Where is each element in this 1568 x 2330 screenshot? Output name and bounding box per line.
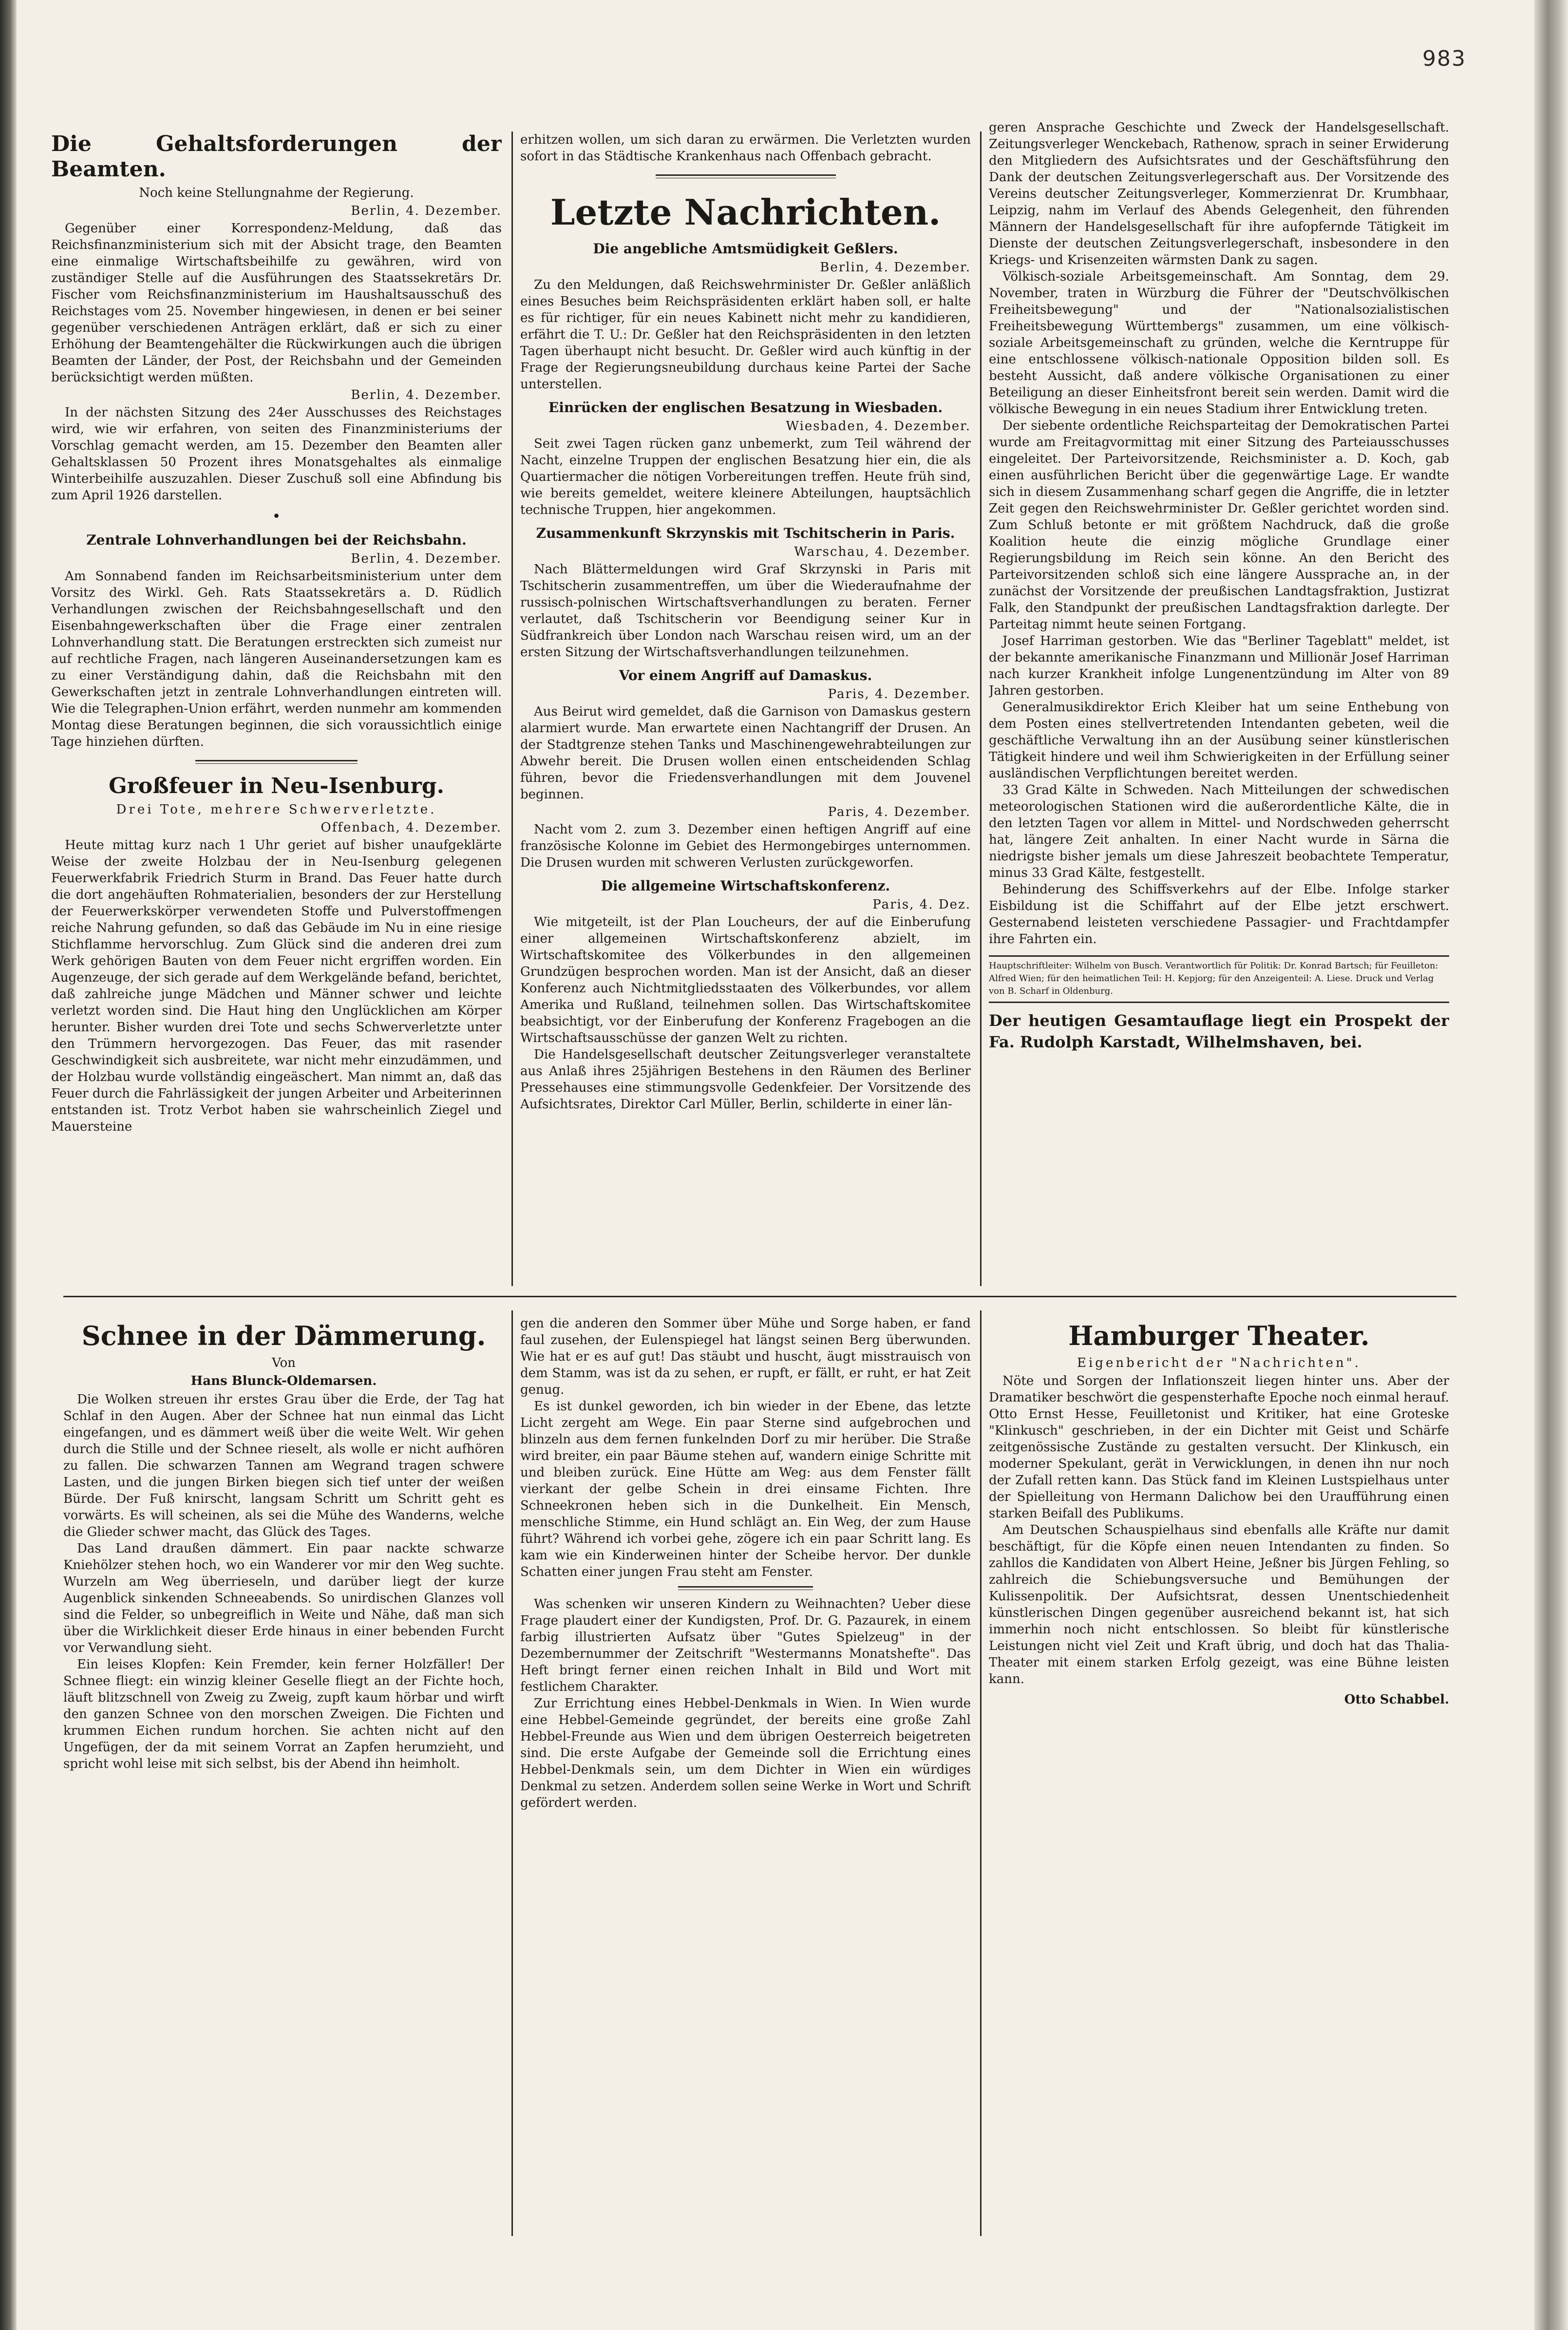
bullet-ornament: • <box>272 508 281 525</box>
article-paragraph: Die Handelsgesellschaft deutscher Zeitungsverleger veranstaltete aus Anlaß ihres 25jährigen Bestehens in den Räumen des Berliner Pressehauses eine stimmungsvolle Gedenkfeier. Der Vorsitzende des Aufsichtsrates, Direktor Carl Müller, Berlin, schilderte in einer län- <box>520 1047 971 1112</box>
article-paragraph: Seit zwei Tagen rücken ganz unbemerkt, zum Teil während der Nacht, einzelne Truppen der englischen Besatzung hier ein, die als Quartiermacher die nötigen Vorbereitungen treffen. Heute früh sind, wie bereits gemeldet, weitere kleinere Abteilungen, hauptsächlich technische Truppen, hier angekommen. <box>520 436 971 517</box>
article-signature: Otto Schabbel. <box>1344 1692 1449 1707</box>
article-headline: Zusammenkunft Skrzynskis mit Tschitscherin in Paris. <box>536 525 955 541</box>
article-paragraph: Ein leises Klopfen: Kein Fremder, kein ferner Holzfäller! Der Schnee fliegt: ein winzig kleiner Geselle fliegt an der Fichte hoch, läuft blitzschnell von Zweig zu Zweig, zupft kaum hörbar und wirft den ganzen Schnee von den morschen Zweigen. Die Fichten und krummen Eichen rundum horchen. Sie achten nicht auf den Ungefügen, der da mit seinem Vorrat an Zapfen herumzieht, und spricht wohl leise mit sich selbst, bis der Abend ihn heimholt. <box>63 1657 504 1771</box>
column-rule <box>980 132 982 1286</box>
article-paragraph: Zu den Meldungen, daß Reichswehrminister Dr. Geßler anläßlich eines Besuches beim Reichspräsidenten erklärt haben soll, er halte es für richtiger, für ein neues Kabinett nicht mehr zu kandidieren, erfährt die T. U.: Dr. Geßler hat den Reichspräsidenten in den letzten Tagen überhaupt nicht besucht. Dr. Geßler wird auch künftig in der Frage der Regierungsneubildung durchaus keine Partei der Sache unterstellen. <box>520 278 971 392</box>
section-rule <box>63 1296 1456 1297</box>
article-paragraph: Völkisch-soziale Arbeitsgemeinschaft. Am Sonntag, dem 29. November, traten in Würzburg die Führer der "Deutschvölkischen Freiheitsbewegung" und der "Nationalsozialistischen Freiheitsbewegung Württembergs" zusammen, um eine völkisch-soziale Arbeitsgemeinschaft zu gründen, welche die Kerntruppe für eine entschlossene völkisch-nationale Opposition bilden soll. Es besteht Aussicht, daß andere völkische Organisationen zu einer Beteiligung an dieser Einheitsfront bereit sein werden. Damit wird die völkische Bewegung in ein neues Stadium ihrer Entwicklung treten. <box>989 269 1449 417</box>
article-paragraph: Gegenüber einer Korrespondenz-Meldung, daß das Reichsfinanzministerium sich mit der Absicht trage, den Beamten eine einmalige Wirtschaftsbeihilfe zu gewähren, wird von zuständiger Stelle auf die Ausführungen des Staatssekretärs Dr. Fischer vom Reichsfinanzministerium im Haushaltsausschuß des Reichstages vom 25. November hingewiesen, in denen er bei seiner gegenüber verschiedenen Anträgen erklärt, daß er sich zu einer Erhöhung der Beamtengehälter die Rückwirkungen auch die übrigen Beamten der Länder, der Post, der Reichsbahn und der Gemeinden berücksichtigt werden müßten. <box>51 221 502 385</box>
article-headline: Die allgemeine Wirtschaftskonferenz. <box>601 878 890 894</box>
article-paragraph: Wie mitgeteilt, ist der Plan Loucheurs, der auf die Einberufung einer allgemeinen Wirtschaftskonferenz abzielt, im Wirtschaftskomitee des Völkerbundes in den allgemeinen Grundzügen besprochen worden. Man ist der Ansicht, daß an dieser Konferenz auch Nichtmitgliedsstaaten des Völkerbundes, vor allem Amerika und Rußland, teilnehmen sollen. Das Wirtschaftskomitee beabsichtigt, vor der Einberufung der Konferenz Fragebogen an die Wirtschaftsausschüsse der ganzen Welt zu richten. <box>520 915 971 1045</box>
byline-von: Von <box>272 1356 296 1370</box>
column-rule <box>511 1310 513 2236</box>
feuilleton-column-2 <box>520 1315 971 2231</box>
dateline: Offenbach, 4. Dezember. <box>321 820 502 835</box>
imprint-rule <box>989 955 1449 957</box>
advertisement-notice: Der heutigen Gesamtauflage liegt ein Prospekt der Fa. Rudolph Karstadt, Wilhelmshaven, bei. <box>989 1011 1449 1051</box>
article-paragraph: erhitzen wollen, um sich daran zu erwärmen. Die Verletzten wurden sofort in das Städtische Krankenhaus nach Offenbach gebracht. <box>520 133 971 164</box>
article-headline: Großfeuer in Neu-Isenburg. <box>109 774 444 798</box>
imprint-rule <box>989 1002 1449 1003</box>
dateline: Paris, 4. Dezember. <box>828 687 971 701</box>
article-divider <box>195 760 358 764</box>
article-headline: Zentrale Lohnverhandlungen bei der Reichsbahn. <box>86 532 467 548</box>
article-paragraph: Nöte und Sorgen der Inflationszeit liegen hinter uns. Aber der Dramatiker beschwört die gespensterhafte Epoche noch einmal herauf. Otto Ernst Hesse, Feuilletonist und Kritiker, hat eine Groteske "Klinkusch" geschrieben, in der ein Dichter mit Geist und Schärfe zeitgenössische Zustände zu gestalten versucht. Der Klinkusch, ein moderner Spekulant, gerät in Verwicklungen, in denen ihn nur noch der Zufall retten kann. Das Stück fand im Kleinen Lustspielhaus unter der Spielleitung von Hermann Dalichow bei den Uraufführung einen starken Beifall des Publikums. <box>989 1374 1449 1521</box>
article-headline: Vor einem Angriff auf Damaskus. <box>619 667 872 683</box>
page-number: 983 <box>1422 46 1466 71</box>
dateline: Wiesbaden, 4. Dezember. <box>786 419 971 434</box>
article-headline: Die Gehaltsforderungen der Beamten. <box>51 132 502 182</box>
dateline: Berlin, 4. Dezember. <box>351 204 502 218</box>
article-subtitle: Noch keine Stellungnahme der Regierung. <box>139 186 414 200</box>
section-headline: Letzte Nachrichten. <box>550 191 941 233</box>
article-paragraph: Nach Blättermeldungen wird Graf Skrzynski in Paris mit Tschitscherin zusammentreffen, um über die Wiederaufnahme der russisch-polnischen Wirtschaftsverhandlungen zu beraten. Ferner verlautet, daß Tschitscherin vor Beendigung seiner Kur in Südfrankreich über London nach Warschau reisen wird, um an der ersten Sitzung der Wirtschaftsverhandlungen teilzunehmen. <box>520 562 971 660</box>
column-rule <box>511 132 513 1286</box>
dateline: Paris, 4. Dezember. <box>828 805 971 819</box>
article-paragraph: Es ist dunkel geworden, ich bin wieder in der Ebene, das letzte Licht zergeht am Wege. Ein paar Sterne sind aufgebrochen und blinzeln aus dem fernen funkelnden Dorf zu mir herüber. Die Straße wird breiter, ein paar Bäume stehen auf, wandern einige Schritte mit und bleiben zurück. Eine Hütte am Weg: aus dem Fenster fällt vierkant der gelbe Schein in drei einsame Fichten. Ihre Schneekronen heben sich in die Dunkelheit. Ein Mensch, menschliche Stimme, ein Hund schlägt an. Ein Weg, der zum Hause führt? Während ich vorbei gehe, zögere ich ein paar Schritt lang. Es kam wie ein Kinderweinen hinter der Scheibe hervor. Der dunkle Schatten einer jungen Frau steht am Fenster. <box>520 1399 971 1579</box>
article-paragraph: Aus Beirut wird gemeldet, daß die Garnison von Damaskus gestern alarmiert wurde. Man erwartete einen Nachtangriff der Drusen. An der Stadtgrenze stehen Tanks und Maschinengewehrabteilungen zur Abwehr bereit. Die Drusen wollen einen entscheidenden Schlag führen, bevor die Friedensverhandlungen mit dem Jouvenel beginnen. <box>520 704 971 802</box>
article-paragraph: In der nächsten Sitzung des 24er Ausschusses des Reichstages wird, wie wir erfahren, von seiten des Finanzministeriums der Vorschlag gemacht werden, am 15. Dezember den Beamten aller Gehaltsklassen 50 Prozent ihres Monatsgehaltes als einmalige Winterbeihilfe auszuzahlen. Dieser Zuschuß soll eine Abfindung bis zum April 1926 darstellen. <box>51 405 502 503</box>
article-paragraph: Die Wolken streuen ihr erstes Grau über die Erde, der Tag hat Schlaf in den Augen. Aber der Schnee hat nun einmal das Licht eingefangen, und es dämmert weiß über die weite Welt. Wir gehen durch die Stille und der Schnee rieselt, als wolle er nicht aufhören zu fallen. Die schwarzen Tannen am Wegrand tragen schwere Lasten, und die jungen Birken biegen sich tief unter der weißen Bürde. Der Fuß knirscht, langsam Schritt um Schritt geht es vorwärts. Es will scheinen, als sei die Mühe des Wanderns, welche die Glieder schwer macht, das Glück des Tages. <box>63 1392 504 1539</box>
article-paragraph: Josef Harriman gestorben. Wie das "Berliner Tageblatt" meldet, ist der bekannte amerikanische Finanzmann und Millionär Josef Harriman nach kurzer Krankheit infolge Lungenentzündung im Alter von 89 Jahren gestorben. <box>989 634 1449 698</box>
article-paragraph: Am Sonnabend fanden im Reichsarbeitsministerium unter dem Vorsitz des Wirkl. Geh. Rats Staatssekretärs a. D. Rüdlich Verhandlungen zwischen der Reichsbahngesellschaft und den Eisenbahngewerkschaften über die Frage einer zentralen Lohnverhandlung statt. Die Beratungen erstreckten sich zumeist nur auf rechtliche Fragen, nach längeren Auseinandersetzungen kam es zu einer Verständigung dahin, daß die Reichsbahn mit den Gewerkschaften jetzt in zentrale Lohnverhandlungen eintreten will. Wie die Telegraphen-Union erfährt, werden nunmehr am kommenden Montag diese Beratungen beginnen, die sich voraussichtlich einige Tage hinziehen dürften. <box>51 569 502 749</box>
article-paragraph: geren Ansprache Geschichte und Zweck der Handelsgesellschaft. Zeitungsverleger Wenckebach, Rathenow, sprach in seiner Erwiderung den Mitgliedern des Aufsichtsrates und der Geschäftsführung den Dank der deutschen Zeitungsverlegerschaft aus. Der Vorsitzende des Vereins deutscher Zeitungsverleger, Kommerzienrat Dr. Krumbhaar, Leipzig, nahm im Verlauf des Abends Gelegenheit, den führenden Männern der Handelsgesellschaft für ihre aufopfernde Tätigkeit im Dienste der deutschen Zeitungsverlegerschaft, insbesondere in den Kriegs- und Krisenzeiten wärmsten Dank zu sagen. <box>989 120 1449 267</box>
article-paragraph: Was schenken wir unseren Kindern zu Weihnachten? Ueber diese Frage plaudert einer der Kundigsten, Prof. Dr. G. Pazaurek, in einem farbig illustrierten Aufsatz über "Gutes Spielzeug" in der Dezembernummer der Zeitschrift "Westermanns Monatshefte". Das Heft bringt ferner einen reichen Inhalt in Bild und Wort mit festlichem Charakter. <box>520 1597 971 1694</box>
imprint: Hauptschriftleiter: Wilhelm von Busch. Verantwortlich für Politik: Dr. Konrad Bartsch; für Feuilleton: Alfred Wien; für den heimatlichen Teil: H. Kepjorg; für den Anzeigenteil: A. Liese. Druck und Verlag von B. Scharf in Oldenburg. <box>989 961 1438 996</box>
feuilleton-column-1 <box>63 1315 504 2231</box>
article-paragraph: Das Land draußen dämmert. Ein paar nackte schwarze Kniehölzer stehen hoch, wo ein Wanderer vor mir den Weg suchte. Wurzeln am Weg überrieseln, und darüber liegt der kurze Augenblick sinkenden Schneeabends. So unirdischen Glanzes voll sind die Felder, so unbegreiflich in Weite und Nähe, daß man sich über die Wirklichkeit dieser Erde hinaus in einer bebenden Furcht vor Verwandlung sieht. <box>63 1541 504 1655</box>
article-subtitle: Drei Tote, mehrere Schwerverletzte. <box>116 802 437 817</box>
article-headline: Einrücken der englischen Besatzung in Wiesbaden. <box>548 399 943 416</box>
page-binding-edge <box>0 0 17 2330</box>
column-2 <box>520 132 971 1286</box>
article-divider <box>678 1586 813 1590</box>
article-paragraph: gen die anderen den Sommer über Mühe und Sorge haben, er fand faul zusehen, der Eulenspiegel hat längst seinen Berg überwunden. Wie hat er es auf gut! Das stäubt und huscht, äugt misstrauisch von dem Stamm, was ist da zu sehen, er rupft, er fällt, er ruht, er hat Zeit genug. <box>520 1316 971 1397</box>
dateline: Warschau, 4. Dezember. <box>794 545 971 559</box>
theater-headline: Hamburger Theater. <box>1068 1320 1370 1351</box>
column-1 <box>51 132 502 1286</box>
byline-author: Hans Blunck-Oldemarsen. <box>190 1374 377 1388</box>
dateline: Berlin, 4. Dezember. <box>820 260 971 275</box>
article-paragraph: Am Deutschen Schauspielhaus sind ebenfalls alle Kräfte nur damit beschäftigt, für die Köpfe einen neuen Intendanten zu finden. So zahllos die Kandidaten von Albert Heine, Jeßner bis Jürgen Fehling, so zahlreich die Schiebungsversuche und Bemühungen der Kulissenpolitik. Der Aufsichtsrat, dessen Unentschiedenheit künstlerischen Dingen gegenüber ausreichend bekannt ist, hat sich immerhin noch nicht entschlossen. So bleibt für künstlerische Leistungen nicht viel Zeit und Kraft übrig, und doch hat das Thalia-Theater mit einem starken Erfolg gezeigt, was eine Bühne leisten kann. <box>989 1523 1449 1686</box>
dateline: Berlin, 4. Dezember. <box>351 551 502 566</box>
page-fold-edge <box>1534 0 1568 2330</box>
column-3 <box>989 119 1449 1286</box>
article-paragraph: 33 Grad Kälte in Schweden. Nach Mitteilungen der schwedischen meteorologischen Stationen wird die außerordentliche Kälte, die in den letzten Tagen vor allem in Mittel- und Nordschweden geherrscht hat, längere Zeit anhalten. In einer Nacht wurde in Särna die niedrigste bisher jemals um diese Jahreszeit beobachtete Temperatur, minus 33 Grad Kälte, festgestellt. <box>989 783 1449 880</box>
dateline: Paris, 4. Dez. <box>872 897 971 912</box>
article-paragraph: Nacht vom 2. zum 3. Dezember einen heftigen Angriff auf eine französische Kolonne im Gebiet des Hermongebirges unternommen. Die Drusen wurden mit schweren Verlusten zurückgeworfen. <box>520 822 971 870</box>
column-rule <box>980 1310 982 2236</box>
article-paragraph: Behinderung des Schiffsverkehrs auf der Elbe. Infolge starker Eisbildung ist die Schiffahrt auf der Elbe jetzt erschwert. Gesternabend leisteten verschiedene Passagier- und Frachtdampfer ihre Fahrten ein. <box>989 882 1449 947</box>
article-divider <box>656 174 836 178</box>
article-headline: Die angebliche Amtsmüdigkeit Geßlers. <box>593 241 898 257</box>
dateline: Berlin, 4. Dezember. <box>351 388 502 402</box>
feuilleton-headline: Schnee in der Dämmerung. <box>81 1320 486 1351</box>
theater-column <box>989 1315 1449 2231</box>
article-paragraph: Der siebente ordentliche Reichsparteitag der Demokratischen Partei wurde am Freitagvormittag mit einer Sitzung des Parteiausschusses eingeleitet. Der Parteivorsitzende, Reichsminister a. D. Koch, gab einen ausführlichen Bericht über die gegenwärtige Lage. Er wandte sich in diesem Zusammenhang scharf gegen die Angriffe, die in letzter Zeit gegen den Reichswehrminister Dr. Geßler gerichtet worden sind. Zum Schluß betonte er mit größtem Nachdruck, daß die große Koalition heute die einzig mögliche Grundlage einer Regierungsbildung im Reich sein könne. An den Bericht des Parteivorsitzenden schloß sich eine längere Aussprache an, in der zunächst der Vorsitzende der preußischen Landtagsfraktion, Justizrat Falk, den Standpunkt der preußischen Landtagsfraktion darlegte. Der Parteitag nimmt heute seinen Fortgang. <box>989 418 1449 632</box>
article-paragraph: Zur Errichtung eines Hebbel-Denkmals in Wien. In Wien wurde eine Hebbel-Gemeinde gegründet, der bereits eine große Zahl Hebbel-Freunde aus Wien und dem übrigen Oesterreich beigetreten sind. Die erste Aufgabe der Gemeinde soll die Errichtung eines Hebbel-Denkmals sein, um dem Dichter in Wien ein würdiges Denkmal zu setzen. Anderdem sollen seine Werke in Wort und Schrift gefördert werden. <box>520 1696 971 1810</box>
article-paragraph: Generalmusikdirektor Erich Kleiber hat um seine Enthebung von dem Posten eines stellvertretenden Intendanten gebeten, weil die geschäftliche Verwaltung ihn an der Ausübung seiner künstlerischen Tätigkeit hindere und weil ihm Schwierigkeiten in der Erfüllung seiner ausländischen Verpflichtungen bereitet werden. <box>989 700 1449 781</box>
article-paragraph: Heute mittag kurz nach 1 Uhr geriet auf bisher unaufgeklärte Weise der zweite Holzbau der in Neu-Isenburg gelegenen Feuerwerkfabrik Friedrich Sturm in Brand. Das Feuer hatte durch die dort angehäuften Rohmaterialien, besonders der zur Herstellung der Feuerwerkskörper verwendeten Stoffe und Pulverstoffmengen reiche Nahrung gefunden, so daß das Gebäude im Nu in eine riesige Stichflamme hervorschlug. Zum Glück sind die anderen drei zum Werk gehörigen Bauten von dem Feuer nicht ergriffen worden. Ein Augenzeuge, der sich gerade auf dem Werkgelände befand, berichtet, daß zahlreiche junge Mädchen und Männer schwer und leichte verletzt worden sind. Die Haut hing den Unglücklichen am Körper herunter. Bisher wurden drei Tote und sechs Schwerverletzte unter den Trümmern hervorgezogen. Das Feuer, das mit rasender Geschwindigkeit sich ausbreitete, war nicht mehr einzudämmen, und der Holzbau wurde vollständig eingeäschert. Man nimmt an, daß das Feuer durch die Fahrlässigkeit der jungen Arbeiter und Arbeiterinnen entstanden ist. Trotz Verbot haben sie wahrscheinlich Ziegel und Mauersteine <box>51 838 502 1134</box>
theater-subtitle: Eigenbericht der "Nachrichten". <box>1077 1356 1361 1370</box>
